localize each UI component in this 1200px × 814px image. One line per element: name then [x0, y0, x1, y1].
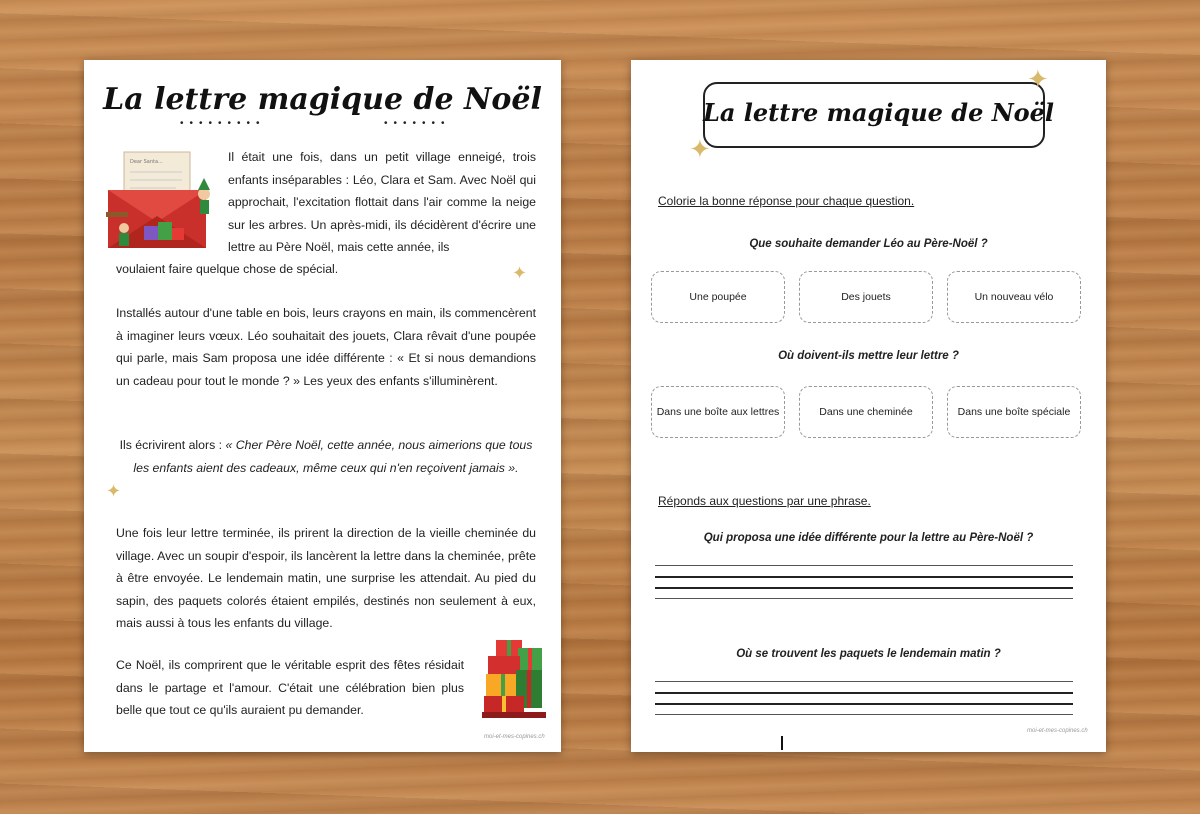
quiz-title: La lettre magique de Noël [703, 98, 1055, 127]
answer-2-1[interactable]: Dans une boîte aux lettres [651, 386, 785, 438]
section-sentence-instructions: Réponds aux questions par une phrase. [658, 494, 871, 508]
sparkle-icon-3: ✦ [1027, 64, 1049, 94]
quote-block [116, 434, 536, 479]
answer-2-3[interactable]: Dans une boîte spéciale [947, 386, 1081, 438]
paragraph-1-end: voulaient faire quelque chose de spécial. [116, 262, 339, 276]
question-4: Où se trouvent les paquets le lendemain matin ? [736, 648, 1001, 660]
sparkle-icon: ✦ [512, 263, 528, 283]
quiz-page [631, 60, 1106, 752]
answer-line[interactable] [655, 714, 1073, 715]
watermark-2: moi-et-mes-copines.ch [1027, 728, 1088, 734]
paragraph-1: Il était une fois, dans un petit village enneigé, trois enfants inséparables : Léo, Clara et Sam. Avec Noël qui approchait, l'excitation flottait dans l'air comme la neige sur les arbres. Un après-midi, ils décidèrent d'écrire une lettre au Père Noël, mais cette année, ils [228, 150, 536, 254]
answer-1-2[interactable]: Des jouets [799, 271, 933, 323]
sparkle-icon-4: ✦ [689, 134, 711, 164]
answer-line[interactable] [655, 587, 1073, 589]
text-cursor [781, 736, 783, 750]
answer-line[interactable] [655, 681, 1073, 682]
story-title: La lettre magique de Noël [103, 82, 542, 117]
answer-1-3[interactable]: Un nouveau vélo [947, 271, 1081, 323]
answer-line[interactable] [655, 576, 1073, 578]
title-decoration-2: ••••••• [384, 118, 451, 129]
answer-1-1[interactable]: Une poupée [651, 271, 785, 323]
section-colour-instructions: Colorie la bonne réponse pour chaque question. [658, 194, 915, 208]
envelope-elves-illustration [106, 150, 218, 250]
answer-line[interactable] [655, 598, 1073, 599]
paragraph-2: Installés autour d'une table en bois, leurs crayons en main, ils commencèrent à imaginer leurs vœux. Léo souhaitait des jouets, Clara rêvait d'une poupée qui parle, mais Sam proposa une idée différente : « Et si nous demandions un cadeau pour tout le monde ? » Les yeux des enfants s'illuminèrent. [116, 306, 536, 388]
answer-line[interactable] [655, 692, 1073, 694]
answer-line[interactable] [655, 703, 1073, 705]
answer-line[interactable] [655, 565, 1073, 566]
gifts-illustration [482, 636, 548, 724]
quote-text: « Cher Père Noël, cette année, nous aimerions que tous les enfants aient des cadeaux, même ceux qui n'en reçoivent jamais ». [133, 438, 533, 475]
sparkle-icon-2: ✦ [106, 481, 122, 501]
watermark: moi-et-mes-copines.ch [484, 734, 545, 740]
question-1: Que souhaite demander Léo au Père-Noël ? [749, 238, 988, 250]
question-3: Qui proposa une idée différente pour la lettre au Père-Noël ? [703, 532, 1034, 544]
answer-2-2[interactable]: Dans une cheminée [799, 386, 933, 438]
quote-intro: Ils écrivirent alors : [119, 438, 226, 452]
story-page [84, 60, 561, 752]
letter-paper-text: Dear Santa... [130, 159, 163, 165]
paragraph-3: Une fois leur lettre terminée, ils prirent la direction de la vieille cheminée du village. Avec un soupir d'espoir, ils lancèrent la lettre dans la cheminée, prête à être envoyée. Le lendemain matin, une surprise les attendait. Au pied du sapin, des paquets colorés étaient empilés, destinés non seulement à eux, mais aussi à tous les enfants du village. [116, 526, 536, 630]
paragraph-4: Ce Noël, ils comprirent que le véritable esprit des fêtes résidait dans le partage et l'amour. C'était une célébration bien plus belle que tout ce qu'ils auraient pu demander. [116, 658, 464, 717]
wooden-sign [106, 212, 128, 217]
title-decoration: ••••••••• [180, 118, 266, 129]
question-2: Où doivent-ils mettre leur lettre ? [778, 350, 959, 362]
